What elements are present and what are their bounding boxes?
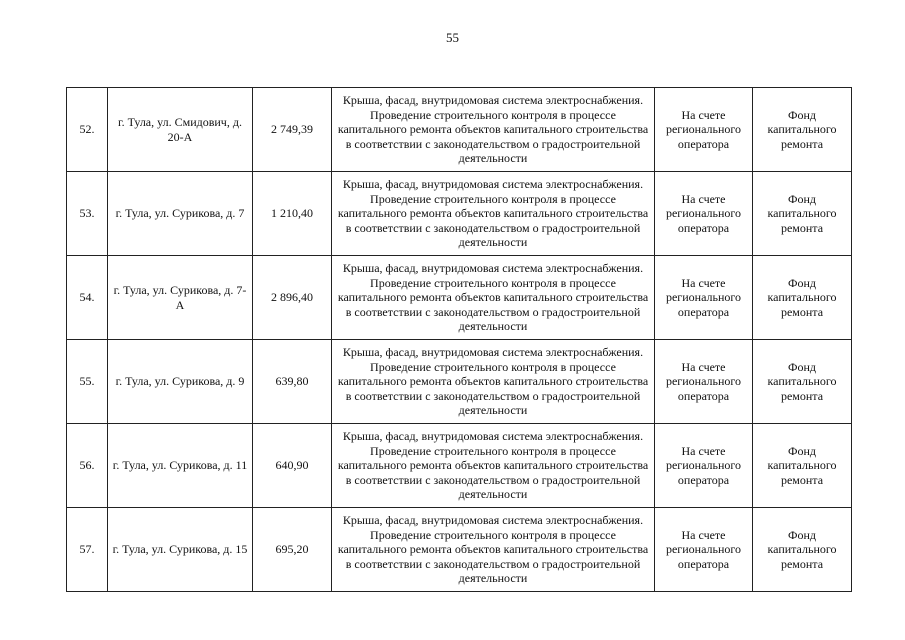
address-cell: г. Тула, ул. Смидович, д. 20-А <box>108 88 253 172</box>
address-cell: г. Тула, ул. Сурикова, д. 11 <box>108 424 253 508</box>
amount-cell: 695,20 <box>253 508 332 592</box>
works-cell: Крыша, фасад, внутридомовая система электроснабжения. Проведение строительного контроля в процессе капитального ремонта объектов капитального строительства в соответствии с законодательством о градостроительной деятельности <box>332 172 655 256</box>
source-cell: Фонд капитального ремонта <box>753 508 852 592</box>
account-cell: На счете регионального оператора <box>655 340 753 424</box>
amount-cell: 2 896,40 <box>253 256 332 340</box>
account-cell: На счете регионального оператора <box>655 172 753 256</box>
account-cell: На счете регионального оператора <box>655 424 753 508</box>
source-cell: Фонд капитального ремонта <box>753 172 852 256</box>
table-row <box>67 88 852 172</box>
amount-cell: 639,80 <box>253 340 332 424</box>
amount-cell: 2 749,39 <box>253 88 332 172</box>
row-number: 53. <box>67 172 108 256</box>
table-row <box>67 256 852 340</box>
table-row <box>67 340 852 424</box>
table-row <box>67 508 852 592</box>
account-cell: На счете регионального оператора <box>655 508 753 592</box>
repair-register-table <box>66 87 852 592</box>
source-cell: Фонд капитального ремонта <box>753 340 852 424</box>
works-cell: Крыша, фасад, внутридомовая система электроснабжения. Проведение строительного контроля в процессе капитального ремонта объектов капитального строительства в соответствии с законодательством о градостроительной деятельности <box>332 256 655 340</box>
table-row <box>67 424 852 508</box>
row-number: 56. <box>67 424 108 508</box>
amount-cell: 640,90 <box>253 424 332 508</box>
address-cell: г. Тула, ул. Сурикова, д. 7-А <box>108 256 253 340</box>
address-cell: г. Тула, ул. Сурикова, д. 15 <box>108 508 253 592</box>
account-cell: На счете регионального оператора <box>655 88 753 172</box>
account-cell: На счете регионального оператора <box>655 256 753 340</box>
works-cell: Крыша, фасад, внутридомовая система электроснабжения. Проведение строительного контроля в процессе капитального ремонта объектов капитального строительства в соответствии с законодательством о градостроительной деятельности <box>332 508 655 592</box>
works-cell: Крыша, фасад, внутридомовая система электроснабжения. Проведение строительного контроля в процессе капитального ремонта объектов капитального строительства в соответствии с законодательством о градостроительной деятельности <box>332 424 655 508</box>
amount-cell: 1 210,40 <box>253 172 332 256</box>
address-cell: г. Тула, ул. Сурикова, д. 7 <box>108 172 253 256</box>
source-cell: Фонд капитального ремонта <box>753 256 852 340</box>
source-cell: Фонд капитального ремонта <box>753 88 852 172</box>
table-row <box>67 172 852 256</box>
works-cell: Крыша, фасад, внутридомовая система электроснабжения. Проведение строительного контроля в процессе капитального ремонта объектов капитального строительства в соответствии с законодательством о градостроительной деятельности <box>332 340 655 424</box>
row-number: 52. <box>67 88 108 172</box>
works-cell: Крыша, фасад, внутридомовая система электроснабжения. Проведение строительного контроля в процессе капитального ремонта объектов капитального строительства в соответствии с законодательством о градостроительной деятельности <box>332 88 655 172</box>
row-number: 55. <box>67 340 108 424</box>
source-cell: Фонд капитального ремонта <box>753 424 852 508</box>
address-cell: г. Тула, ул. Сурикова, д. 9 <box>108 340 253 424</box>
page-number: 55 <box>446 30 459 45</box>
row-number: 57. <box>67 508 108 592</box>
row-number: 54. <box>67 256 108 340</box>
